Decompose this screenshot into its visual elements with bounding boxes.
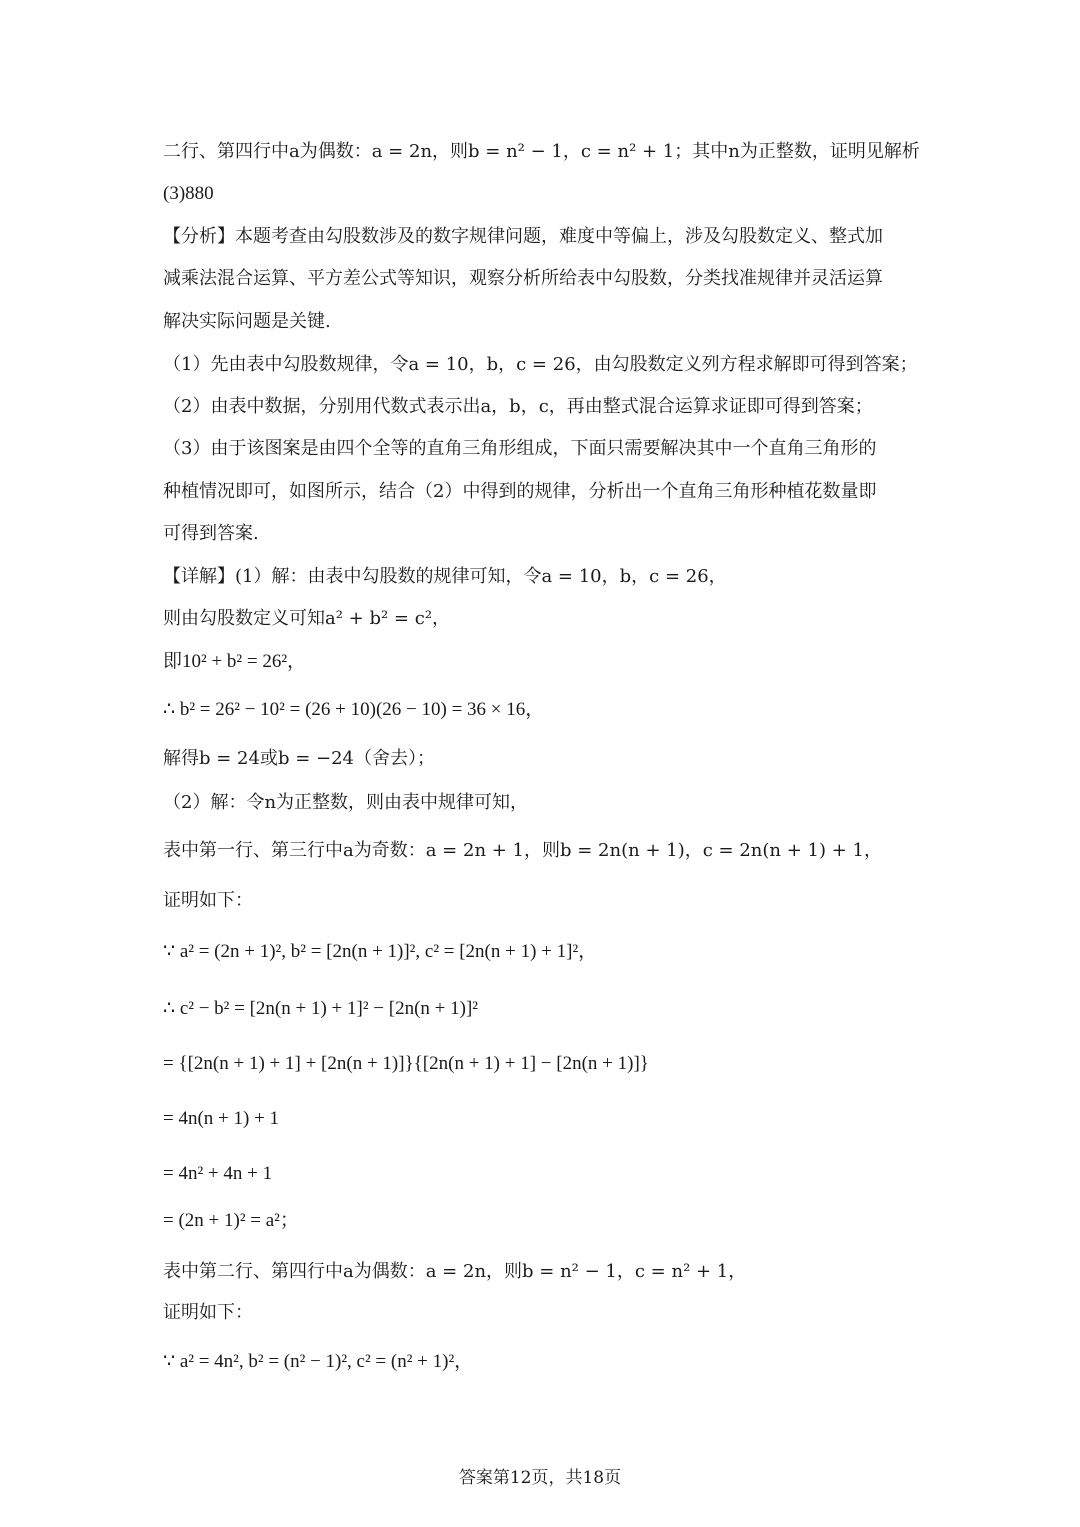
text-line: （1）先由表中勾股数规律，令a = 10，b，c = 26，由勾股数定义列方程求解即可得到答案； bbox=[163, 354, 918, 375]
text-line: 二行、第四行中a为偶数：a = 2n，则b = n² − 1，c = n² + 1；其中n为正整数，证明见解析 bbox=[163, 141, 920, 162]
text-line: (3)880 bbox=[163, 183, 214, 204]
text-line: （3）由于该图案是由四个全等的直角三角形组成，下面只需要解决其中一个直角三角形的 bbox=[163, 438, 877, 459]
equation-line: = 4n(n + 1) + 1 bbox=[163, 1108, 280, 1129]
text-line: 表中第二行、第四行中a为偶数：a = 2n，则b = n² − 1，c = n² + 1， bbox=[163, 1261, 747, 1282]
equation-line: = (2n + 1)² = a²； bbox=[163, 1210, 299, 1231]
equation-line: = 4n² + 4n + 1 bbox=[163, 1163, 273, 1184]
equation-line: ∴ b² = 26² − 10² = (26 + 10)(26 − 10) = 36 × 16， bbox=[163, 699, 545, 720]
detail-heading-line: 【详解】(1）解：由表中勾股数的规律可知，令a = 10，b，c = 26， bbox=[163, 566, 727, 587]
text-line: 解得b = 24或b = −24（舍去）； bbox=[163, 748, 435, 769]
page-footer: 答案第12页，共18页 bbox=[458, 1468, 622, 1488]
text-line: 种植情况即可，如图所示，结合（2）中得到的规律，分析出一个直角三角形种植花数量即 bbox=[163, 481, 877, 502]
equation-line: 即10² + b² = 26²， bbox=[163, 651, 307, 672]
equation-line: ∵ a² = (2n + 1)², b² = [2n(n + 1)]², c² = [2n(n + 1) + 1]²， bbox=[163, 941, 598, 962]
text-line: 可得到答案. bbox=[163, 523, 259, 544]
equation-line: ∵ a² = 4n², b² = (n² − 1)², c² = (n² + 1)²， bbox=[163, 1351, 474, 1372]
analysis-heading-line: 【分析】本题考查由勾股数涉及的数字规律问题，难度中等偏上，涉及勾股数定义、整式加 bbox=[163, 226, 883, 247]
text-line: 则由勾股数定义可知a² + b² = c²， bbox=[163, 608, 451, 629]
text-line: 证明如下： bbox=[163, 1302, 253, 1323]
text-line: （2）由表中数据，分别用代数式表示出a，b，c，再由整式混合运算求证即可得到答案； bbox=[163, 396, 873, 417]
text-line: 表中第一行、第三行中a为奇数：a = 2n + 1，则b = 2n(n + 1)，c = 2n(n + 1) + 1， bbox=[163, 840, 882, 861]
equation-line: ∴ c² − b² = [2n(n + 1) + 1]² − [2n(n + 1)]² bbox=[163, 998, 478, 1019]
text-line: 减乘法混合运算、平方差公式等知识，观察分析所给表中勾股数，分类找准规律并灵活运算 bbox=[163, 268, 883, 289]
text-line: 证明如下： bbox=[163, 890, 253, 911]
equation-line: = {[2n(n + 1) + 1] + [2n(n + 1)]}{[2n(n + 1) + 1] − [2n(n + 1)]} bbox=[163, 1053, 649, 1074]
text-line: （2）解：令n为正整数，则由表中规律可知， bbox=[163, 792, 529, 813]
text-line: 解决实际问题是关键. bbox=[163, 311, 331, 332]
